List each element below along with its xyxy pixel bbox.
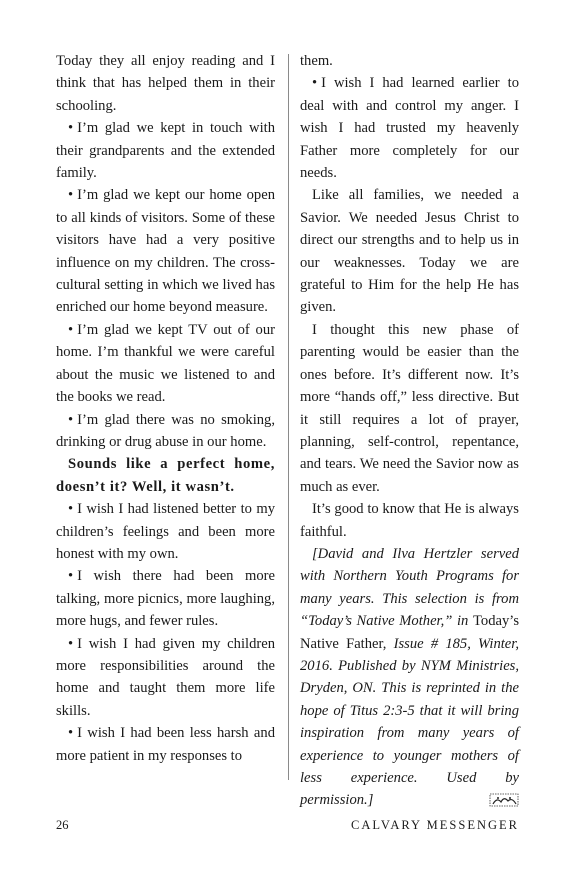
bullet-icon: •: [68, 635, 74, 652]
bullet-item: • I’m glad we kept TV out of our home. I’m thankful we were careful about the music we listened to and the books we read.: [56, 321, 275, 406]
bullet-item: • I wish there had been more talking, more picnics, more laughing, more hugs, and fewer rules.: [56, 568, 275, 630]
publication-title: CALVARY MESSENGER: [351, 818, 519, 832]
bullet-item: • I’m glad we kept in touch with their grandparents and the extended family.: [56, 120, 275, 182]
bullet-item: • I’m glad we kept our home open to all kinds of visitors. Some of these visitors have had a very positive influence on my children. The cross-cultural setting in which we lived has enriched our home beyond measure.: [56, 187, 275, 316]
paragraph: Today they all enjoy reading and I think that has helped them in their schooling.: [56, 53, 275, 114]
bullet-icon: •: [312, 75, 318, 92]
bullet-item: • I wish I had given my children more responsibilities around the home and taught them more life skills.: [56, 635, 275, 719]
bullet-icon: •: [68, 321, 74, 338]
left-column: [56, 50, 275, 767]
bullet-item: • I wish I had been less harsh and more patient in my responses to: [56, 725, 275, 764]
editorial-note: [David and Ilva Hertzler served with Northern Youth Programs for many years. This selection is from “Today’s Native Mother,” in Today’s Native Father, Issue # 185, Winter, 2016. Published by NYM Ministries, Dryden, ON. This is reprinted in the hope of Titus 2:3-5 that it will bring inspiration from many years of experience to younger mothers of less experience. Used by permission.]: [300, 545, 519, 809]
page-number: 26: [56, 818, 69, 832]
paragraph: I thought this new phase of parenting would be easier than the ones before. It’s different now. It’s more “hands off,” less directive. But it still requires a lot of prayer, planning, self-control, repentance, and tears. We need the Savior now as much as ever.: [300, 321, 519, 495]
column-divider: [288, 54, 289, 780]
bullet-icon: •: [68, 120, 74, 137]
bullet-icon: •: [68, 411, 74, 428]
paragraph: It’s good to know that He is always faithful.: [300, 501, 519, 540]
paragraph: them.: [300, 53, 333, 69]
bullet-icon: •: [68, 187, 74, 204]
bullet-item: • I wish I had learned earlier to deal with and control my anger. I wish I had trusted my heavenly Father more completely for our needs.: [300, 75, 519, 182]
bullet-item: • I wish I had listened better to my children’s feelings and been more honest with my own.: [56, 501, 275, 562]
right-column: [300, 50, 519, 812]
paragraph: Like all families, we needed a Savior. We needed Jesus Christ to direct our strengths and to help us in our weaknesses. Today we are grateful to Him for the help He has given.: [300, 187, 519, 316]
bullet-icon: •: [68, 568, 74, 585]
bold-paragraph: Sounds like a perfect home, doesn’t it? Well, it wasn’t.: [56, 456, 275, 495]
bullet-icon: •: [68, 725, 74, 742]
bullet-item: • I’m glad there was no smoking, drinking or drug abuse in our home.: [56, 411, 275, 450]
end-ornament-icon: [489, 792, 519, 808]
bullet-icon: •: [68, 501, 74, 518]
